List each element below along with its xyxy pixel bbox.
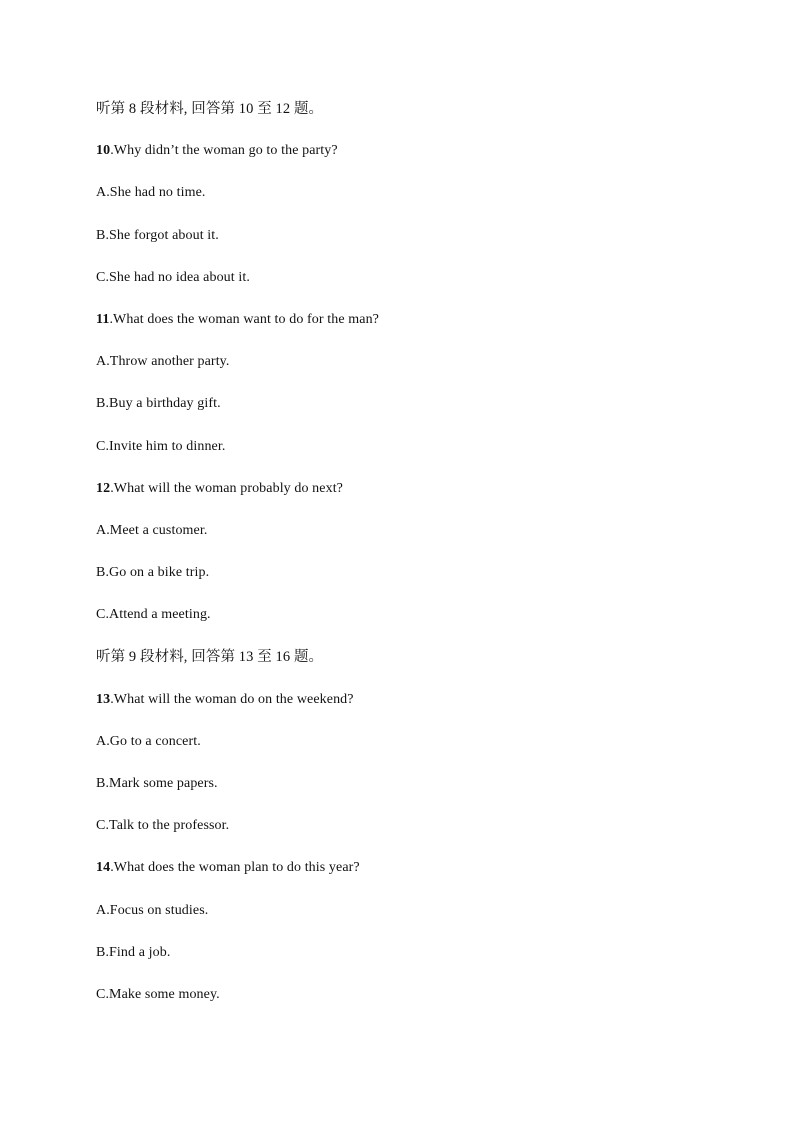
question-text: .What does the woman plan to do this year? bbox=[110, 860, 360, 876]
option-a: A.She had no time. bbox=[96, 185, 206, 201]
question-number: 13 bbox=[96, 691, 111, 707]
option-c: C.Invite him to dinner. bbox=[96, 438, 226, 454]
option-a: A.Throw another party. bbox=[96, 354, 230, 370]
question-14 bbox=[96, 857, 716, 899]
question-number: 14 bbox=[96, 860, 111, 876]
section-heading: 听第 9 段材料, 回答第 13 至 16 题。 bbox=[96, 649, 324, 666]
option-a: A.Focus on studies. bbox=[96, 902, 209, 918]
question-text: .What will the woman do on the weekend? bbox=[110, 691, 354, 707]
option-a: A.Meet a customer. bbox=[96, 522, 208, 538]
question-number: 11 bbox=[96, 311, 110, 327]
worksheet-page bbox=[96, 98, 716, 1026]
option-b: B.Find a job. bbox=[96, 944, 171, 960]
option-b: B.She forgot about it. bbox=[96, 227, 219, 243]
question-11 bbox=[96, 309, 716, 351]
option-a: A.Go to a concert. bbox=[96, 733, 201, 749]
question-text: .What does the woman want to do for the man? bbox=[109, 311, 379, 327]
question-13 bbox=[96, 689, 716, 731]
option-c: C.Attend a meeting. bbox=[96, 607, 211, 623]
question-10 bbox=[96, 140, 716, 182]
option-c: C.She had no idea about it. bbox=[96, 269, 250, 285]
question-number: 10 bbox=[96, 143, 111, 159]
question-number: 12 bbox=[96, 480, 111, 496]
question-text: .What will the woman probably do next? bbox=[110, 480, 343, 496]
question-text: .Why didn’t the woman go to the party? bbox=[110, 143, 338, 159]
option-c: C.Make some money. bbox=[96, 986, 220, 1002]
option-b: B.Go on a bike trip. bbox=[96, 565, 210, 581]
question-12 bbox=[96, 478, 716, 520]
option-b: B.Buy a birthday gift. bbox=[96, 396, 221, 412]
section-heading: 听第 8 段材料, 回答第 10 至 12 题。 bbox=[96, 101, 324, 117]
option-b: B.Mark some papers. bbox=[96, 776, 218, 791]
option-c: C.Talk to the professor. bbox=[96, 818, 230, 834]
